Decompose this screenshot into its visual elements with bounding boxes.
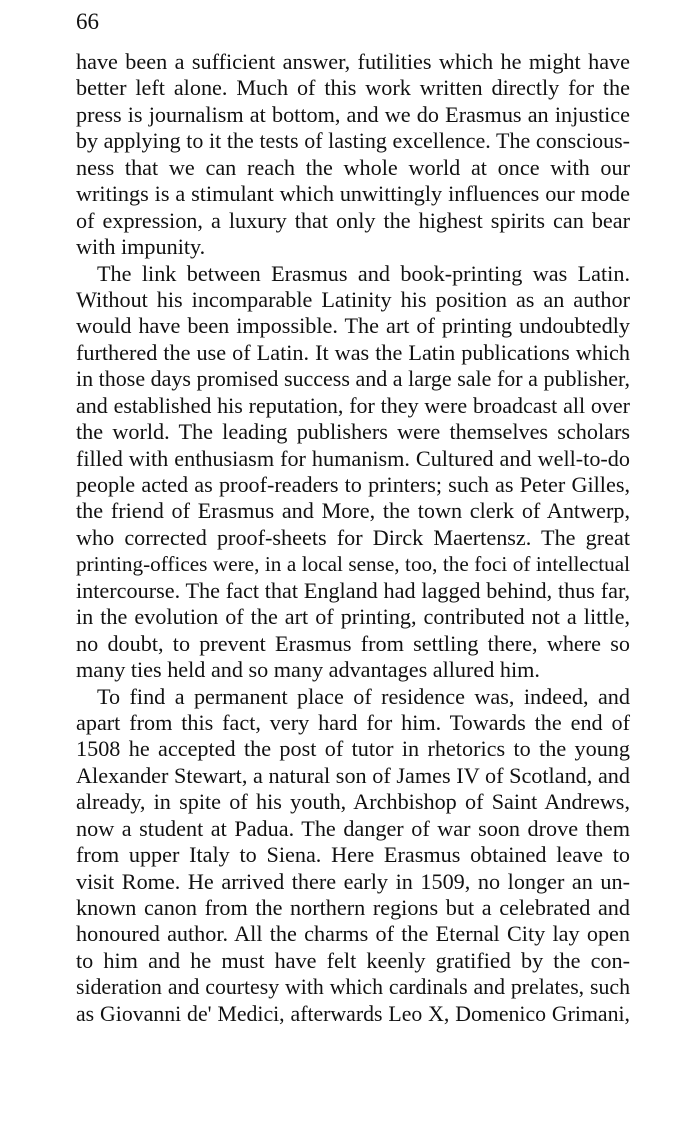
text-line: printing-offices were, in a local sense, too, the foci of intellectual — [76, 552, 630, 577]
text-line: to him and he must have felt keenly gratified by the con- — [76, 947, 630, 973]
text-line: To find a permanent place of residence was, indeed, and — [97, 683, 630, 709]
text-line: people acted as proof-readers to printers; such as Peter Gilles, — [76, 472, 630, 497]
text-line: have been a sufficient answer, futilities which he might have — [76, 49, 630, 74]
text-line: press is journalism at bottom, and we do Erasmus an injustice — [76, 101, 630, 127]
text-line: writings is a stimulant which unwittingly influences our mode — [76, 181, 630, 207]
text-line: in the evolution of the art of printing, contributed not a little, — [76, 604, 630, 630]
text-line: apart from this fact, very hard for him. Towards the end of — [76, 709, 630, 735]
text-line: now a student at Padua. The danger of war soon drove them — [76, 815, 630, 841]
body-text — [76, 49, 630, 1027]
text-line: better left alone. Much of this work written directly for the — [76, 75, 630, 101]
text-line: with impunity. — [76, 234, 206, 260]
text-line: as Giovanni de' Medici, afterwards Leo X, Domenico Grimani, — [76, 1001, 630, 1026]
text-line: no doubt, to prevent Erasmus from settling there, where so — [76, 630, 630, 656]
text-line: furthered the use of Latin. It was the Latin publications which — [76, 339, 630, 365]
text-line: sideration and courtesy with which cardinals and prelates, such — [76, 975, 630, 1000]
text-line: who corrected proof-sheets for Dirck Maertensz. The great — [76, 524, 630, 550]
text-line: and established his reputation, for they were broadcast all over — [76, 392, 630, 418]
text-line: the world. The leading publishers were themselves scholars — [76, 419, 630, 445]
text-line: would have been impossible. The art of printing undoubtedly — [76, 313, 630, 339]
text-line: of expression, a luxury that only the highest spirits can bear — [76, 207, 630, 233]
text-line: the friend of Erasmus and More, the town clerk of Antwerp, — [76, 498, 630, 524]
text-line: filled with enthusiasm for humanism. Cultured and well-to-do — [76, 445, 630, 471]
text-line: already, in spite of his youth, Archbishop of Saint Andrews, — [76, 789, 630, 815]
text-line: Without his incomparable Latinity his position as an author — [76, 286, 630, 312]
text-line: from upper Italy to Siena. Here Erasmus obtained leave to — [76, 842, 630, 868]
text-line: honoured author. All the charms of the Eternal City lay open — [76, 921, 630, 947]
page-number: 66 — [76, 9, 99, 34]
text-line: in those days promised success and a large sale for a publisher, — [76, 366, 630, 392]
text-line: known canon from the northern regions but a celebrated and — [76, 895, 630, 920]
text-line: many ties held and so many advantages allured him. — [76, 657, 540, 683]
text-line: 1508 he accepted the post of tutor in rhetorics to the young — [76, 736, 630, 762]
text-line: by applying to it the tests of lasting excellence. The conscious- — [76, 128, 630, 154]
text-line: Alexander Stewart, a natural son of James IV of Scotland, and — [76, 762, 630, 788]
text-line: intercourse. The fact that England had lagged behind, thus far, — [76, 577, 630, 603]
text-line: visit Rome. He arrived there early in 1509, no longer an un- — [76, 868, 630, 894]
text-line: ness that we can reach the whole world at once with our — [76, 154, 630, 180]
text-line: The link between Erasmus and book-printing was Latin. — [97, 260, 630, 286]
